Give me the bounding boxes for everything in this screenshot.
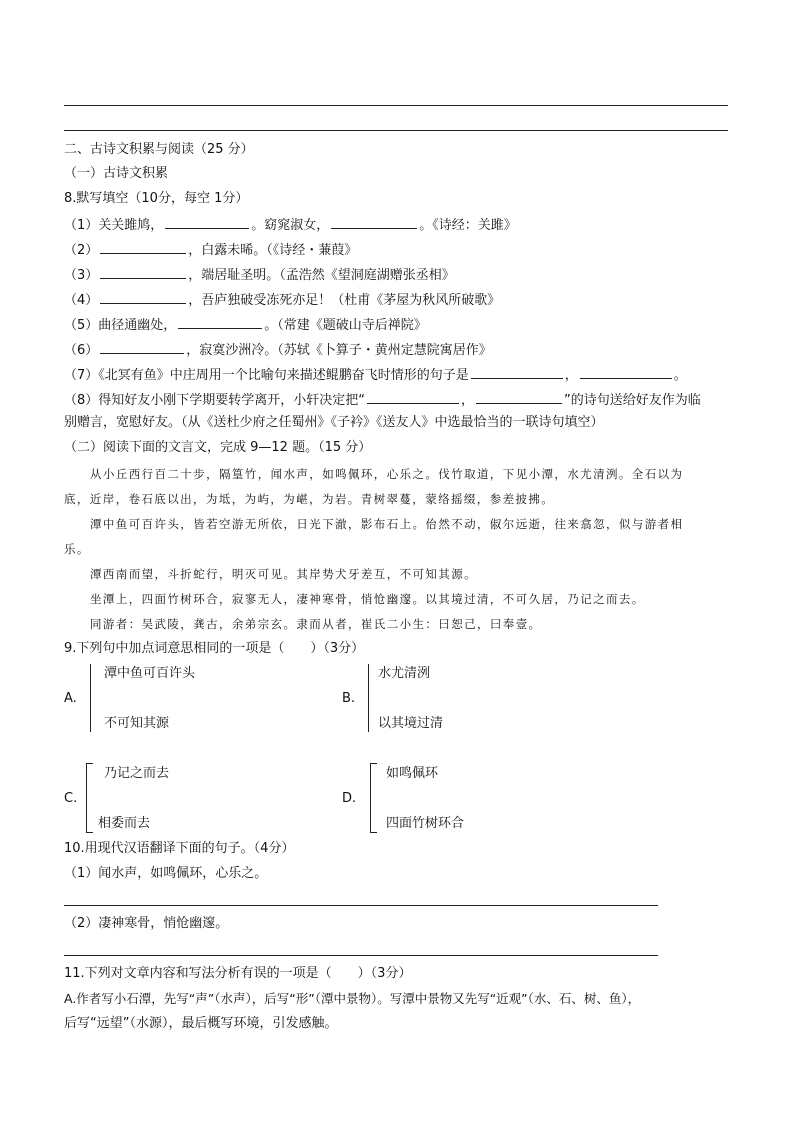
option-a-label[interactable]: A. [64,691,77,706]
option-b-bracket [368,664,373,732]
fill-blank[interactable] [367,390,459,404]
q8-line-4 [64,290,500,310]
passage-line: 乐。 [64,542,90,556]
passage-line: 潭西南而望，斗折蛇行，明灭可见。其岸势犬牙差互，不可知其源。 [90,567,477,581]
text: ， [564,368,578,383]
text: 。（常建《题破山寺后禅院》 [264,318,427,333]
option-a-text-cont: 后写“远望”（水源），最后概写环境，引发感触。 [64,1016,338,1031]
option-c-bottom: 相委而去 [98,816,151,831]
q8-line-8-cont: 别赠言，宽慰好友。（从《送杜少府之任蜀州》《子衿》《送友人》中选最恰当的一联诗句填空） [64,415,604,430]
option-a-top: 潭中鱼可百许头 [104,666,196,681]
translate-sentence-2: （2）凄神寒骨，悄怆幽邃。 [64,916,229,931]
option-c-label[interactable]: C. [64,791,78,806]
text: ”的诗句送给好友作为临 [564,393,701,408]
option-c-top: 乃记之而去 [104,766,170,781]
fill-blank[interactable] [100,290,186,304]
text: ，端居耻圣明。（孟浩然《望洞庭湖赠张丞相》 [188,268,455,283]
text: （5）曲径通幽处， [64,318,177,333]
option-b-top: 水尤清洌 [378,666,431,681]
fill-blank[interactable] [580,365,672,379]
fill-blank[interactable] [100,340,184,354]
option-b-bottom: 以其境过清 [378,716,444,731]
question-title: 11.下列对文章内容和写法分析有误的一项是（ ）（3分） [64,966,412,981]
option-b-label[interactable]: B. [342,691,356,706]
q8-line-2 [64,240,357,260]
text: 。窈窕淑女， [251,218,330,233]
q8-line-5 [64,315,427,335]
question-title: 9.下列句中加点词意思相同的一项是（ ）（3分） [64,641,365,656]
section-title: 二、古诗文积累与阅读（25 分） [64,142,254,157]
text: （6） [64,343,99,358]
q8-line-8 [64,390,701,410]
fill-blank[interactable] [471,365,563,379]
text: 。《诗经：关雎》 [419,218,517,233]
text: （2） [64,243,99,258]
answer-line[interactable] [64,905,658,906]
text: （1）关关雎鸠， [64,218,164,233]
text: （3） [64,268,99,283]
option-c-bracket [86,763,93,833]
option-d-bracket [370,763,377,833]
text: ， [461,393,475,408]
text: （8）得知好友小刚下学期要转学离开，小轩决定把“ [64,393,366,408]
question-title: 10.用现代汉语翻译下面的句子。（4分） [64,841,295,856]
answer-line [64,130,728,131]
fill-blank[interactable] [331,215,417,229]
text: ，吾庐独破受冻死亦足！（杜甫《茅屋为秋风所破歌》 [188,293,501,308]
q8-line-6 [64,340,492,360]
text: 。 [673,368,687,383]
fill-blank[interactable] [100,265,186,279]
part-title: （二）阅读下面的文言文，完成 9—12 题。（15 分） [64,440,372,455]
option-d-bottom: 四面竹树环合 [386,816,465,831]
q8-line-1 [64,215,517,235]
fill-blank[interactable] [100,240,186,254]
passage-line: 从小丘西行百二十步，隔篁竹，闻水声，如鸣佩环，心乐之。伐竹取道，下见小潭，水尤清洌。全石以为 [90,467,684,481]
passage-line: 潭中鱼可百许头，皆若空游无所依，日光下澈，影布石上。佁然不动，俶尔远逝，往来翕忽，似与游者相 [90,517,684,531]
translate-sentence-1: （1）闻水声，如鸣佩环，心乐之。 [64,866,268,881]
fill-blank[interactable] [476,390,562,404]
option-d-top: 如鸣佩环 [386,766,439,781]
q8-line-3 [64,265,455,285]
text: ，白露未晞。（《诗经・蒹葭》 [188,243,358,258]
text: （7）《北冥有鱼》中庄周用一个比喻句来描述鲲鹏奋飞时情形的句子是 [64,368,469,383]
answer-line [64,105,728,106]
option-a-text[interactable]: A.作者写小石潭，先写“声”（水声），后写“形”（潭中景物）。写潭中景物又先写“近观”（水、石、树、鱼）， [64,991,641,1006]
text: （4） [64,293,99,308]
passage-line: 底，近岸，卷石底以出，为坻，为屿，为嵁，为岩。青树翠蔓，蒙络摇缀，参差披拂。 [64,492,555,506]
passage-line: 坐潭上，四面竹树环合，寂寥无人，凄神寒骨，悄怆幽邃。以其境过清，不可久居，乃记之而去。 [90,592,645,606]
option-a-bracket [90,664,95,732]
answer-line[interactable] [64,955,658,956]
option-a-bottom: 不可知其源 [104,716,170,731]
fill-blank[interactable] [165,215,249,229]
question-title: 8.默写填空（10分，每空 1分） [64,191,249,206]
text: ，寂寞沙洲冷。（苏轼《卜算子・黄州定慧院寓居作》 [186,343,492,358]
part-title: （一）古诗文积累 [64,166,169,181]
q8-line-7 [64,365,687,385]
fill-blank[interactable] [178,315,262,329]
option-d-label[interactable]: D. [342,791,357,806]
passage-line: 同游者：吴武陵，龚古，余弟宗玄。隶而从者，崔氏二小生：曰恕己，曰奉壹。 [90,617,542,631]
